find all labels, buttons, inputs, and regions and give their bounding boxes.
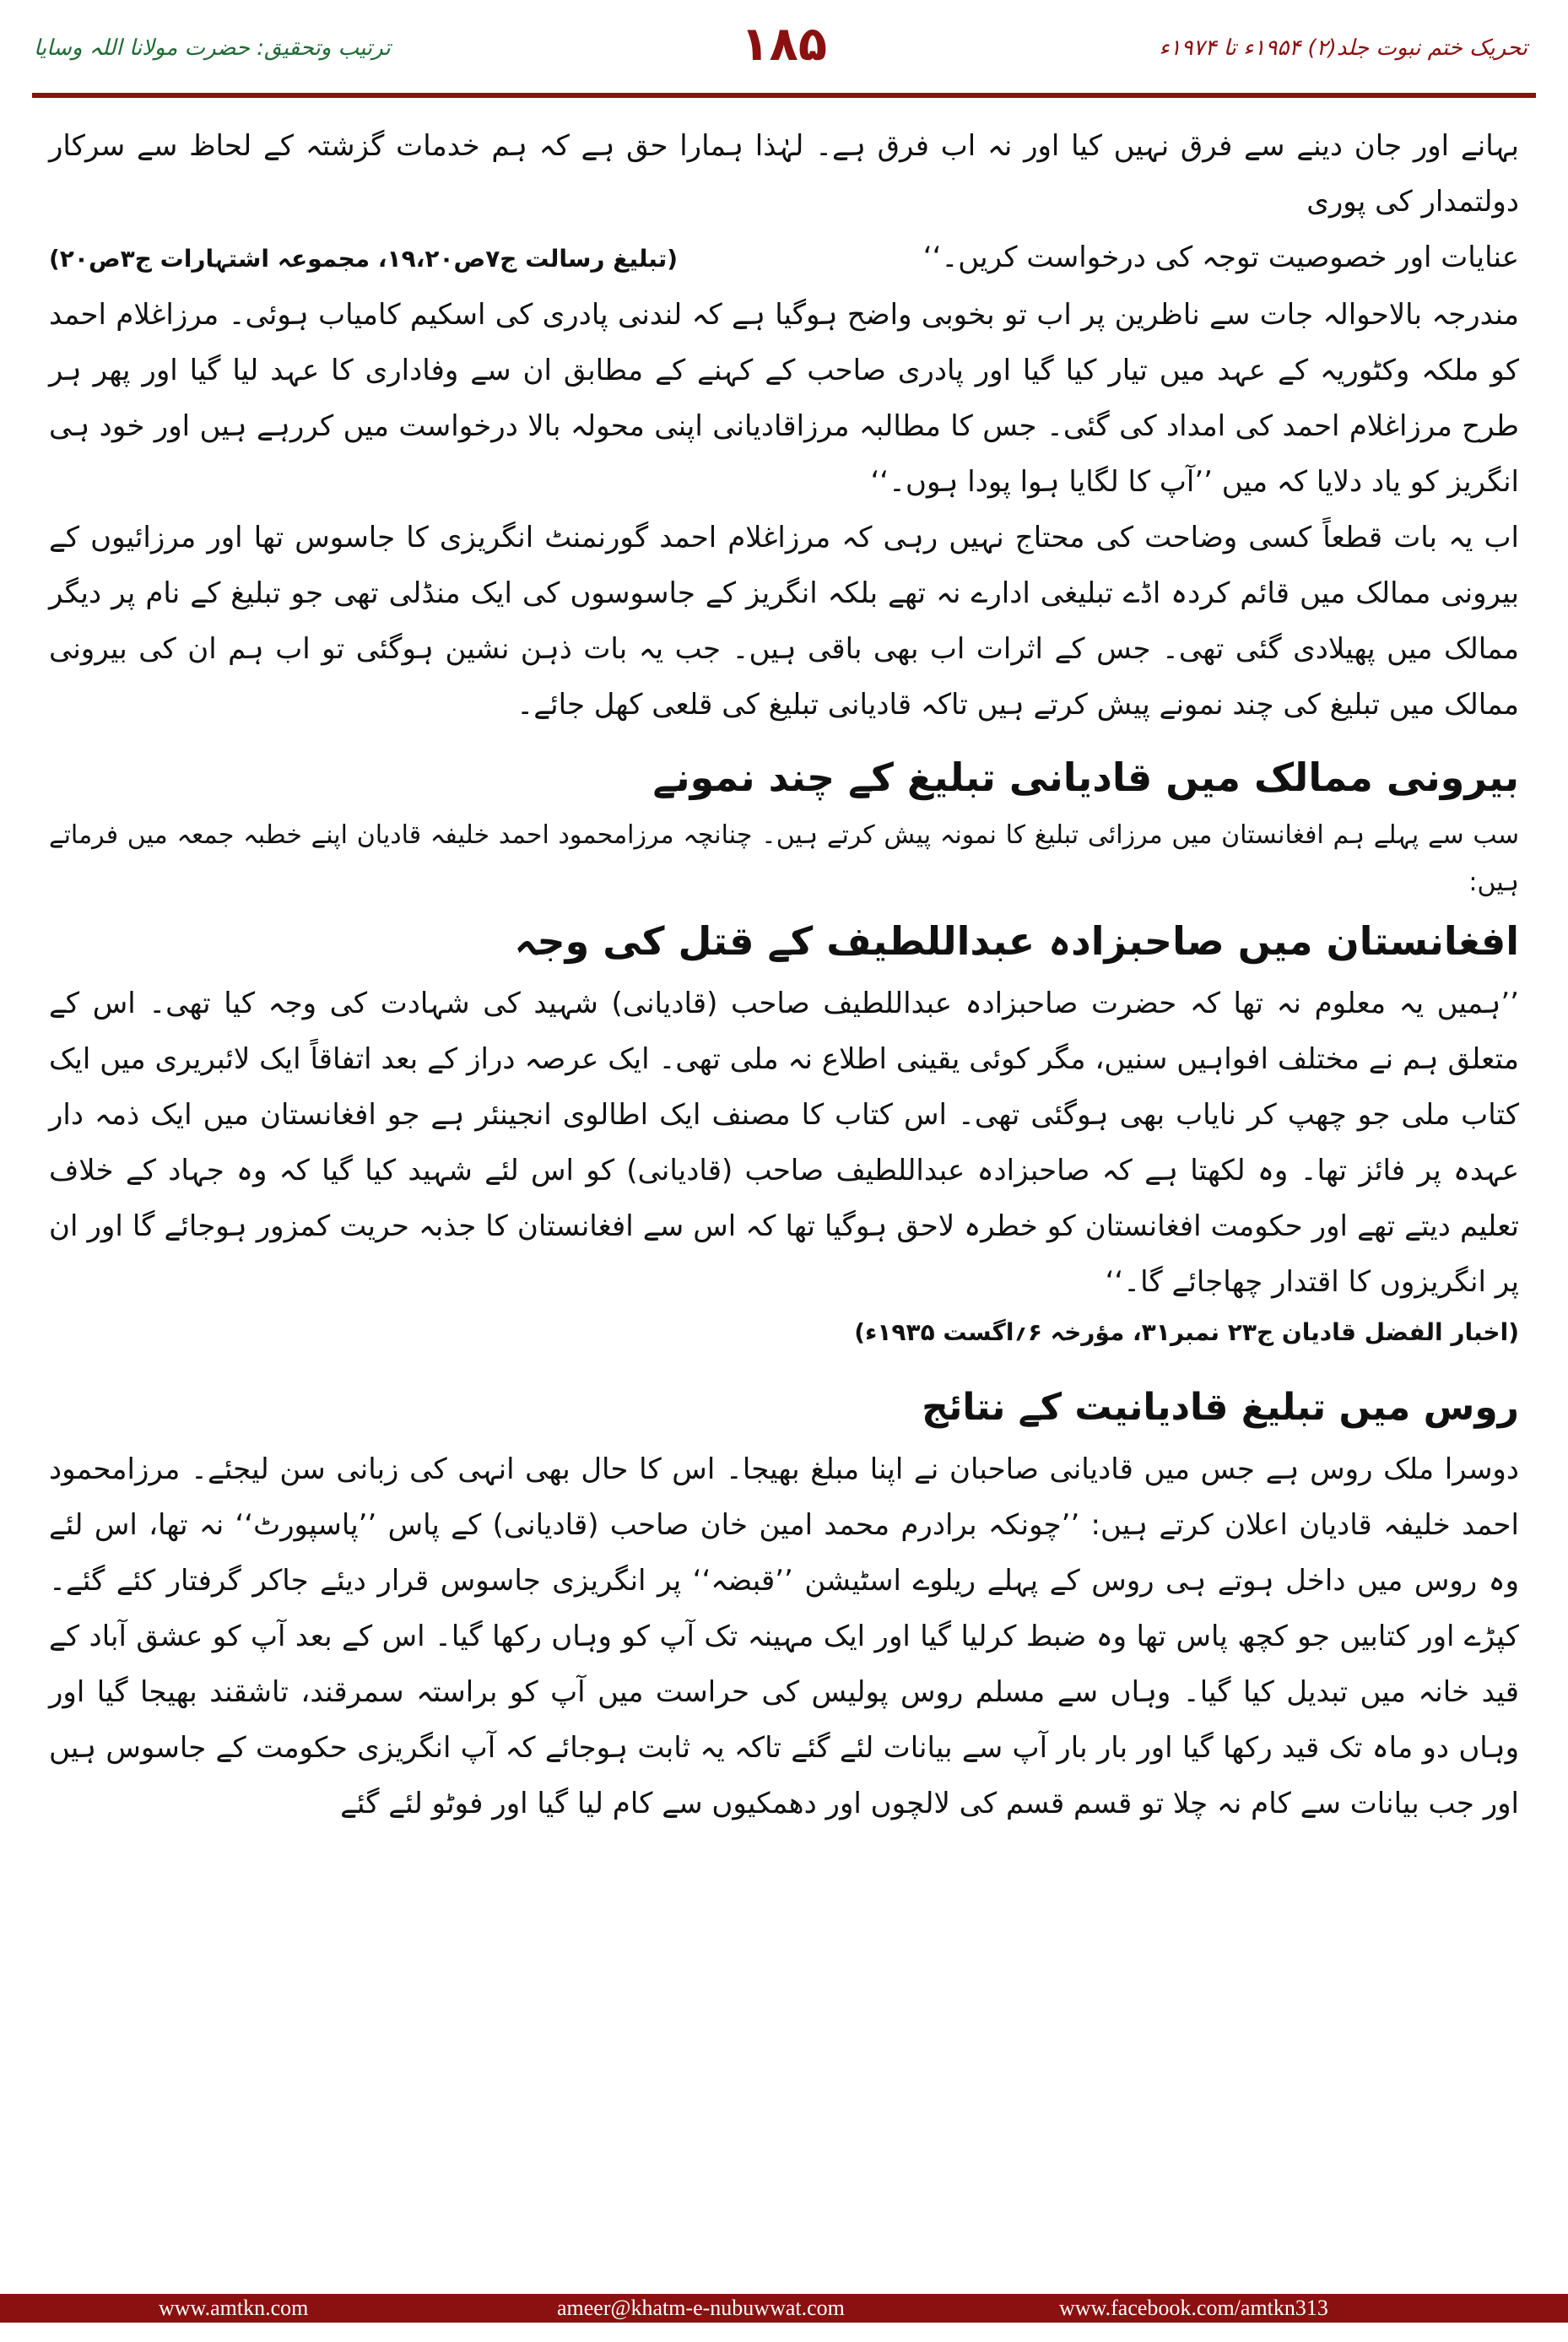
compiler-credit: ترتیب وتحقیق: حضرت مولانا اللہ وسایا: [34, 35, 391, 61]
header-divider: [32, 93, 1536, 98]
heading-foreign-countries: بیرونی ممالک میں قادیانی تبلیغ کے چند نمونے: [652, 755, 1519, 800]
paragraph-1: بہانے اور جان دینے سے فرق نہیں کیا اور نہ اب فرق ہے۔ لہٰذا ہمارا حق ہے کہ ہم خدمات گزشتہ کے لحاظ سے سرکار دولتمدار کی پوری: [49, 129, 1519, 219]
paragraph-6-reference: (اخبار الفضل قادیان ج۲۳ نمبر۳۱، مؤرخہ ۶؍اگست ۱۹۳۵ء): [854, 1318, 1519, 1346]
footer-email-link[interactable]: ameer@khatm-e-nubuwwat.com: [557, 2296, 845, 2320]
paragraph-5: سب سے پہلے ہم افغانستان میں مرزائی تبلیغ کا نمونہ پیش کرتے ہیں۔ چنانچہ مرزامحمود احمد خلیفہ قادیان اپنے خطبہ جمعہ میں فرماتے ہیں:: [49, 820, 1519, 897]
paragraph-2-reference: (تبلیغ رسالت ج۷ص۱۹،۲۰، مجموعہ اشتہارات ج۳ص۲۰): [49, 245, 679, 273]
paragraph-2: [49, 230, 1519, 287]
paragraph-2-text: عنایات اور خصوصیت توجہ کی درخواست کریں۔‘‘: [922, 241, 1519, 274]
heading-afghanistan: افغانستان میں صاحبزادہ عبداللطیف کے قتل کی وجہ: [514, 918, 1519, 964]
page-footer: [0, 2294, 1568, 2323]
paragraph-3: مندرجہ بالاحوالہ جات سے ناظرین پر اب تو بخوبی واضح ہوگیا ہے کہ لندنی پادری کی اسکیم کامیاب ہوئی۔ مرزاغلام احمد کو ملکہ وکٹوریہ کے عہد میں تیار کیا گیا اور پادری صاحب کے کہنے کے مطابق ان سے وفاداری کا عہد لیا گیا اور پھر ہر طرح مرزاغلام احمد کی امداد کی گئی۔ جس کا مطالبہ مرزاقادیانی اپنی محولہ بالا درخواست میں کررہے ہیں اور خود ہی انگریز کو یاد دلایا کہ میں ’’آپ کا لگایا ہوا پودا ہوں۔‘‘: [49, 298, 1519, 499]
footer-facebook-link[interactable]: www.facebook.com/amtkn313: [1059, 2296, 1328, 2320]
footer-website-link[interactable]: www.amtkn.com: [159, 2296, 309, 2320]
heading-russia: روس میں تبلیغ قادیانیت کے نتائج: [922, 1386, 1519, 1429]
page-number: ۱۸۵: [740, 17, 827, 72]
paragraph-6: ’’ہمیں یہ معلوم نہ تھا کہ حضرت صاحبزادہ عبداللطیف صاحب (قادیانی) شہید کی شہادت کی وجہ کیا تھی۔ اس کے متعلق ہم نے مختلف افواہیں سنیں، مگر کوئی یقینی اطلاع نہ ملی تھی۔ ایک عرصہ دراز کے بعد اتفاقاً ایک لائبریری میں ایک کتاب ملی جو چھپ کر نایاب بھی ہوگئی تھی۔ اس کتاب کا مصنف ایک اطالوی انجینئر ہے جو افغانستان میں ایک ذمہ دار عہدہ پر فائز تھا۔ وہ لکھتا ہے کہ صاحبزادہ عبداللطیف صاحب (قادیانی) کو اس لئے شہید کیا گیا کہ وہ جہاد کے خلاف تعلیم دیتے تھے اور حکومت افغانستان کو خطرہ لاحق ہوگیا تھا کہ اس سے افغانستان کا جذبہ حریت کمزور ہوجائے گا اور ان پر انگریزوں کا اقتدار چھاجائے گا۔‘‘: [49, 987, 1519, 1299]
page-header: [0, 0, 1568, 93]
book-title: تحریک ختم نبوت جلد(۲) ۱۹۵۴ء تا ۱۹۷۴ء: [1159, 35, 1527, 61]
page-content: [49, 118, 1519, 1831]
paragraph-7: دوسرا ملک روس ہے جس میں قادیانی صاحبان نے اپنا مبلغ بھیجا۔ اس کا حال بھی انہی کی زبانی سن لیجئے۔ مرزامحمود احمد خلیفہ قادیان اعلان کرتے ہیں: ’’چونکہ برادرم محمد امین خان صاحب (قادیانی) کے پاس ’’پاسپورٹ‘‘ نہ تھا، اس لئے وہ روس میں داخل ہوتے ہی روس کے پہلے ریلوے اسٹیشن ’’قبضہ‘‘ پر انگریزی جاسوس قرار دیئے جاکر گرفتار کئے گئے۔ کپڑے اور کتابیں جو کچھ پاس تھا وہ ضبط کرلیا گیا اور ایک مہینہ تک آپ کو وہاں رکھا گیا۔ اس کے بعد آپ کو عشق آباد کے قید خانہ میں تبدیل کیا گیا۔ وہاں سے مسلم روس پولیس کی حراست میں آپ کو براستہ سمرقند، تاشقند بھیجا گیا اور وہاں دو ماہ تک قید رکھا گیا اور بار بار آپ سے بیانات لئے گئے تاکہ یہ ثابت ہوجائے کہ آپ انگریزی حکومت کے جاسوس ہیں اور جب بیانات سے کام نہ چلا تو قسم قسم کی لالچوں اور دھمکیوں سے کام لیا گیا اور فوٹو لئے گئے: [49, 1452, 1519, 1820]
paragraph-4: اب یہ بات قطعاً کسی وضاحت کی محتاج نہیں رہی کہ مرزاغلام احمد گورنمنٹ انگریزی کا جاسوس تھا اور مرزائیوں کے بیرونی ممالک میں قائم کردہ اڈے تبلیغی ادارے نہ تھے بلکہ انگریز کے جاسوسوں کی ایک منڈلی تھی جو تبلیغ کے نام پر دیگر ممالک میں پھیلادی گئی تھی۔ جس کے اثرات اب بھی باقی ہیں۔ جب یہ بات ذہن نشین ہوگئی تو اب ہم ان کی بیرونی ممالک میں تبلیغ کی چند نمونے پیش کرتے ہیں تاکہ قادیانی تبلیغ کی قلعی کھل جائے۔: [49, 521, 1519, 722]
